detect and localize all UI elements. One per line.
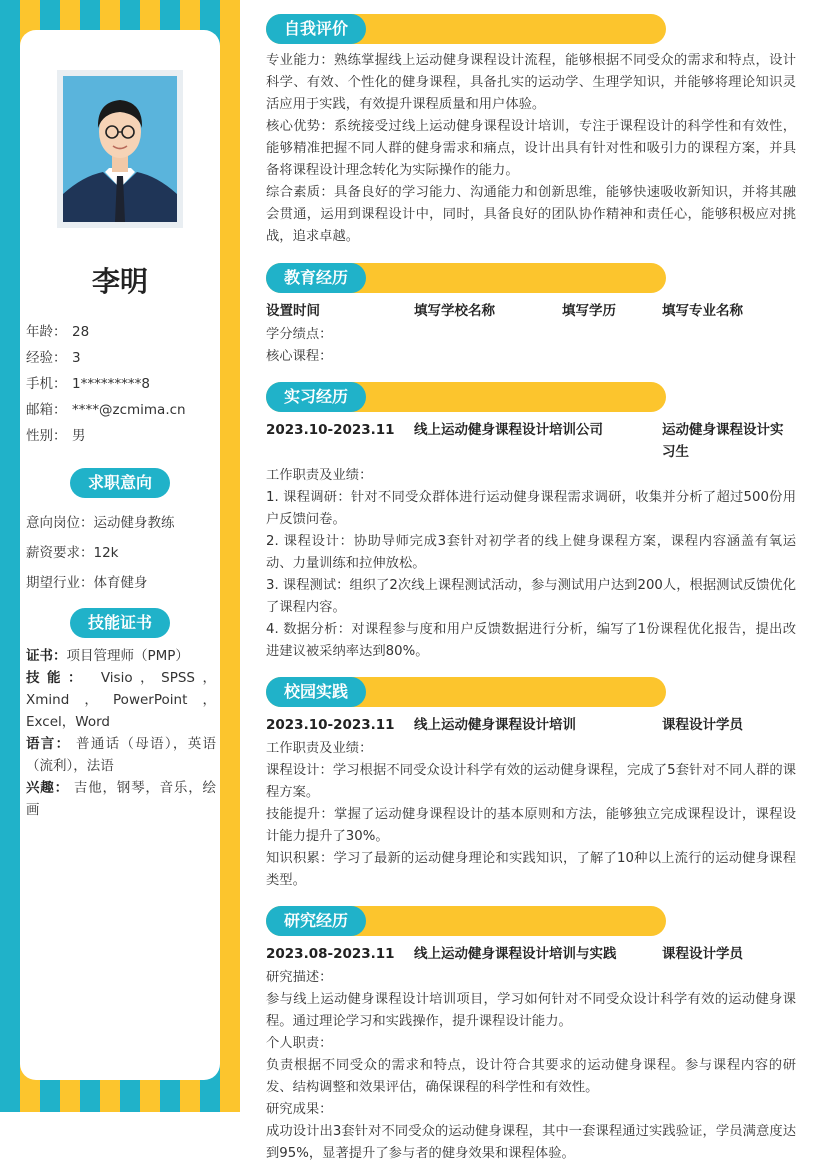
intent-list	[26, 508, 216, 598]
campus-item: 课程设计：学习根据不同受众设计科学有效的运动健身课程，完成了5套针对不同人群的课程方案。	[266, 763, 796, 800]
research-time: 2023.08-2023.11	[266, 946, 395, 962]
skills-title: 技能证书	[70, 608, 170, 638]
education-time: 设置时间	[266, 303, 320, 319]
internship-header	[266, 382, 666, 412]
campus-duty-label: 工作职责及业绩：	[266, 741, 373, 756]
info-phone: 手机： 1*********8	[26, 376, 150, 392]
basic-info	[26, 319, 216, 449]
education-details	[266, 324, 796, 368]
campus-item: 知识积累：学习了最新的运动健身理论和实践知识，了解了10种以上流行的运动健身课程类型。	[266, 851, 796, 888]
sidebar	[0, 0, 240, 1112]
intent-salary: 薪资要求：12k	[26, 545, 119, 561]
self-eval-body	[266, 50, 796, 248]
sidebar-card	[20, 30, 220, 1080]
education-school: 填写学校名称	[414, 303, 495, 319]
skill-certificate: 证书：项目管理师（PMP）	[26, 648, 189, 664]
internship-item: 4. 数据分析：对课程参与度和用户反馈数据进行分析，编写了1份课程优化报告，提出改进建议被采纳率达到80%。	[266, 622, 796, 659]
research-role: 课程设计学员	[662, 946, 743, 962]
candidate-name: 李明	[91, 265, 148, 298]
campus-title: 校园实践	[266, 677, 366, 707]
research-duty-label: 个人职责：	[266, 1036, 333, 1051]
campus-role: 课程设计学员	[662, 717, 743, 733]
info-experience: 经验： 3	[26, 350, 81, 366]
skills-list	[26, 645, 216, 821]
education-major: 填写专业名称	[662, 303, 743, 319]
internship-role: 运动健身课程设计实习生	[662, 422, 784, 460]
campus-header	[266, 677, 666, 707]
info-age: 年龄： 28	[26, 324, 90, 340]
internship-company: 线上运动健身课程设计培训公司	[414, 422, 603, 438]
info-gender: 性别： 男	[26, 428, 86, 444]
internship-time: 2023.10-2023.11	[266, 422, 395, 438]
education-title: 教育经历	[266, 263, 366, 293]
research-project: 线上运动健身课程设计培训与实践	[414, 946, 617, 962]
campus-item: 技能提升：掌握了运动健身课程设计的基本原则和方法，能够独立完成课程设计，课程设计能力提升了30%。	[266, 807, 796, 844]
internship-body	[266, 465, 796, 663]
education-degree: 填写学历	[562, 303, 616, 319]
research-duty: 负责根据不同受众的需求和特点，设计符合其要求的运动健身课程。参与课程内容的研发、结构调整和效果评估，确保课程的科学性和有效性。	[266, 1058, 796, 1095]
avatar	[63, 76, 177, 222]
self-eval-para: 综合素质：具备良好的学习能力、沟通能力和创新思维，能够快速吸收新知识，并将其融会贯通，运用到课程设计中，同时，具备良好的团队协作精神和责任心，能够积极应对挑战，追求卓越。	[266, 185, 796, 244]
self-eval-header	[266, 14, 666, 44]
skill-hobby: 兴趣： 吉他，钢琴，音乐，绘画	[26, 780, 216, 818]
campus-body	[266, 738, 796, 892]
internship-item: 2. 课程设计：协助导师完成3套针对初学者的线上健身课程方案，课程内容涵盖有氧运动、力量训练和拉伸放松。	[266, 534, 796, 571]
info-email: 邮箱： ****@zcmima.cn	[26, 402, 186, 418]
campus-org: 线上运动健身课程设计培训	[414, 717, 576, 733]
intent-industry: 期望行业：体育健身	[26, 575, 148, 591]
research-result: 成功设计出3套针对不同受众的运动健身课程，其中一套课程通过实践验证，学员满意度达到95%，显著提升了参与者的健身效果和课程体验。	[266, 1124, 796, 1160]
profile-photo	[57, 70, 183, 228]
portrait-icon	[63, 76, 177, 222]
education-gpa: 学分绩点：	[266, 327, 333, 342]
intent-title: 求职意向	[70, 468, 170, 498]
research-header	[266, 906, 666, 936]
education-header	[266, 263, 666, 293]
intent-position: 意向岗位：运动健身教练	[26, 515, 175, 531]
education-courses: 核心课程：	[266, 349, 333, 364]
internship-duty-label: 工作职责及业绩：	[266, 468, 373, 483]
internship-title: 实习经历	[266, 382, 366, 412]
self-eval-para: 核心优势：系统接受过线上运动健身课程设计培训，专注于课程设计的科学性和有效性，能够精准把握不同人群的健身需求和痛点，设计出具有针对性和吸引力的课程方案，并具备将课程设计理念转化为实际操作的能力。	[266, 119, 796, 178]
campus-time: 2023.10-2023.11	[266, 717, 395, 733]
research-desc: 参与线上运动健身课程设计培训项目，学习如何针对不同受众设计科学有效的运动健身课程。通过理论学习和实践操作，提升课程设计能力。	[266, 992, 796, 1029]
research-desc-label: 研究描述：	[266, 970, 333, 985]
research-title: 研究经历	[266, 906, 366, 936]
self-eval-para: 专业能力：熟练掌握线上运动健身课程设计流程，能够根据不同受众的需求和特点，设计科学、有效、个性化的健身课程，具备扎实的运动学、生理学知识，并能够将理论知识灵活应用于实践，有效提升课程质量和用户体验。	[266, 53, 796, 112]
research-result-label: 研究成果：	[266, 1102, 333, 1117]
skill-tools: 技能： Visio，SPSS，Xmind，PowerPoint，Excel，Word	[26, 670, 217, 730]
self-eval-title: 自我评价	[266, 14, 366, 44]
skill-language: 语言： 普通话（母语），英语（流利），法语	[26, 736, 217, 774]
internship-item: 1. 课程调研：针对不同受众群体进行运动健身课程需求调研，收集并分析了超过500份用户反馈问卷。	[266, 490, 796, 527]
internship-item: 3. 课程测试：组织了2次线上课程测试活动，参与测试用户达到200人，根据测试反馈优化了课程内容。	[266, 578, 796, 615]
research-body	[266, 967, 796, 1160]
